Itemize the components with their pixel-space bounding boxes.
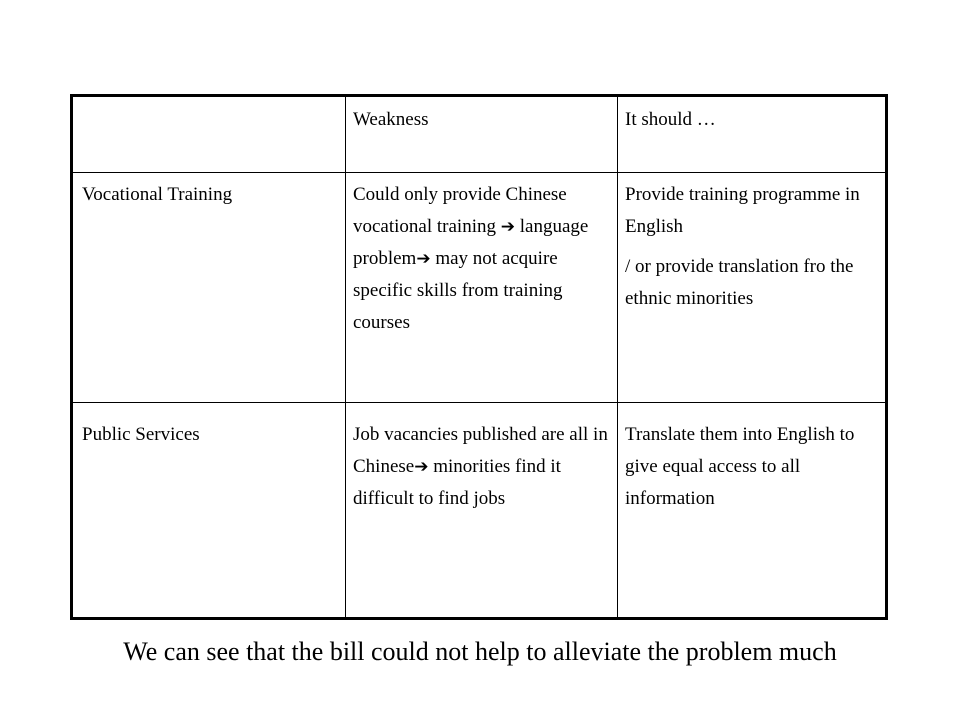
- weakness-cell-vocational: [353, 179, 608, 339]
- header-it-should: It should …: [625, 109, 716, 130]
- comparison-table: [70, 94, 888, 620]
- row-divider: [73, 172, 885, 173]
- should-text: / or provide translation fro the ethnic minorities: [625, 256, 854, 309]
- row-divider: [73, 402, 885, 403]
- should-text: Translate them into English to give equal access to all information: [625, 424, 855, 509]
- should-cell-public-services: [625, 419, 880, 515]
- slide-caption: We can see that the bill could not help to alleviate the problem much: [123, 637, 837, 666]
- should-cell-vocational: [625, 179, 880, 315]
- row-category-public-services: Public Services: [82, 424, 200, 445]
- weakness-text: minorities find it difficult to find jobs: [353, 456, 561, 509]
- weakness-text: language problem: [353, 216, 589, 269]
- right-arrow-icon: ➔: [416, 249, 431, 269]
- weakness-text: may not acquire specific skills from training courses: [353, 248, 563, 333]
- weakness-text: Job vacancies published are all in Chinese: [353, 424, 608, 477]
- row-category-vocational-training: Vocational Training: [82, 184, 233, 205]
- column-divider: [617, 97, 618, 617]
- header-weakness: Weakness: [353, 109, 429, 130]
- column-divider: [345, 97, 346, 617]
- right-arrow-icon: ➔: [414, 457, 429, 477]
- should-text: Provide training programme in English: [625, 184, 860, 237]
- weakness-cell-public-services: [353, 419, 608, 515]
- right-arrow-icon: ➔: [500, 217, 515, 237]
- weakness-text: Could only provide Chinese vocational training: [353, 184, 567, 237]
